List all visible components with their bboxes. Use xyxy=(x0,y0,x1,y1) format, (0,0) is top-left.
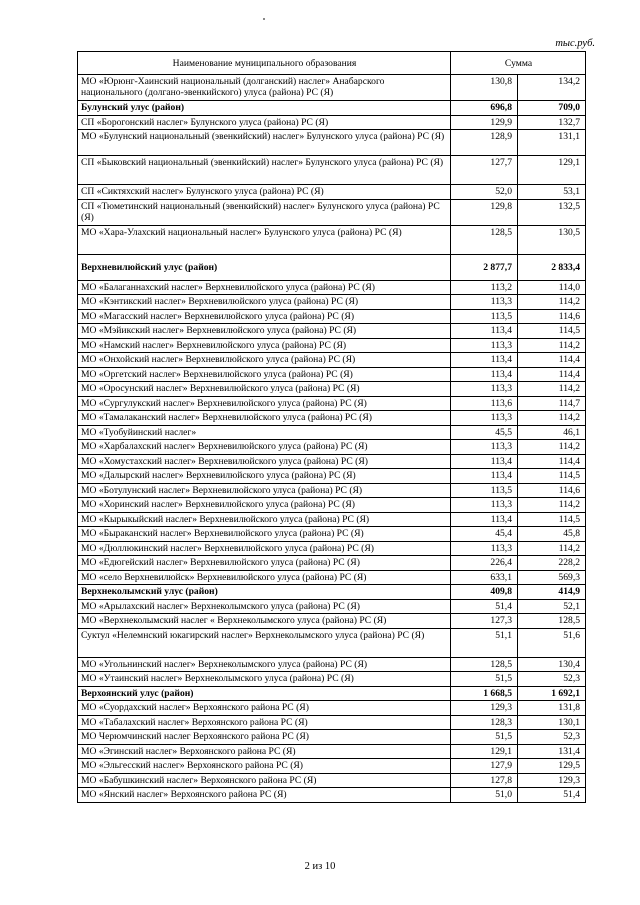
row-name-cell: МО «Булунский национальный (эвенкийский) наслег» Булунского улуса (района) РС (Я) xyxy=(78,130,451,156)
row-name-cell: МО «Намский наслег» Верхневилюйского улуса (района) РС (Я) xyxy=(78,338,451,353)
row-value-1-cell: 113,4 xyxy=(451,469,518,484)
row-name-cell: МО «Едюгейский наслег» Верхневилюйского улуса (района) РС (Я) xyxy=(78,556,451,571)
row-value-1-cell: 51,1 xyxy=(451,628,518,657)
row-value-2-cell: 132,5 xyxy=(518,199,586,225)
row-name-cell: МО «Сургулукский наслег» Верхневилюйского улуса (района) РС (Я) xyxy=(78,396,451,411)
table-row xyxy=(78,411,586,426)
table-row xyxy=(78,483,586,498)
row-value-1-cell: 130,8 xyxy=(451,75,518,101)
row-name-cell: МО «Дюллюкинский наслег» Верхневилюйского улуса (района) РС (Я) xyxy=(78,541,451,556)
row-value-1-cell: 1 668,5 xyxy=(451,686,518,701)
row-name-cell: МО Черюмчинский наслег Верхоянского района РС (Я) xyxy=(78,730,451,745)
row-name-cell: Булунский улус (район) xyxy=(78,101,451,116)
district-total-row xyxy=(78,101,586,116)
table-row xyxy=(78,657,586,672)
table-row xyxy=(78,295,586,310)
row-name-cell: МО «Балаганнахский наслег» Верхневилюйского улуса (района) РС (Я) xyxy=(78,280,451,295)
row-name-cell: МО «Харбалахский наслег» Верхневилюйского улуса (района) РС (Я) xyxy=(78,440,451,455)
row-value-1-cell: 2 877,7 xyxy=(451,254,518,280)
row-value-2-cell: 114,0 xyxy=(518,280,586,295)
table-header-row xyxy=(78,52,586,75)
row-value-2-cell: 114,7 xyxy=(518,396,586,411)
table-row xyxy=(78,527,586,542)
row-name-cell: СП «Быковский национальный (эвенкийский) наслег» Булунского улуса (района) РС (Я) xyxy=(78,156,451,185)
row-name-cell: МО «Юрюнг-Хаинский национальный (долганский) наслег» Анабарского национального (долгано-эвенкийского) улуса (района) РС (Я) xyxy=(78,75,451,101)
table-row xyxy=(78,185,586,200)
table-row xyxy=(78,425,586,440)
row-name-cell: МО «Табалахский наслег» Верхоянского района РС (Я) xyxy=(78,715,451,730)
row-value-2-cell: 134,2 xyxy=(518,75,586,101)
row-value-2-cell: 709,0 xyxy=(518,101,586,116)
table-row xyxy=(78,498,586,513)
row-name-cell: МО «Хомустахский наслег» Верхневилюйского улуса (района) РС (Я) xyxy=(78,454,451,469)
row-value-1-cell: 51,5 xyxy=(451,672,518,687)
row-name-cell: МО «Кырыкыйский наслег» Верхневилюйского улуса (района) РС (Я) xyxy=(78,512,451,527)
row-value-2-cell: 114,6 xyxy=(518,483,586,498)
row-value-2-cell: 129,3 xyxy=(518,773,586,788)
row-value-2-cell: 114,4 xyxy=(518,454,586,469)
row-name-cell: МО «Туобуйинский наслег» xyxy=(78,425,451,440)
table-row xyxy=(78,773,586,788)
row-value-1-cell: 51,4 xyxy=(451,599,518,614)
row-name-cell: МО «Утаинский наслег» Верхнеколымского улуса (района) РС (Я) xyxy=(78,672,451,687)
row-value-2-cell: 46,1 xyxy=(518,425,586,440)
table-row xyxy=(78,454,586,469)
row-name-cell: Верхневилюйский улус (район) xyxy=(78,254,451,280)
row-value-1-cell: 128,5 xyxy=(451,225,518,254)
row-value-1-cell: 113,6 xyxy=(451,396,518,411)
row-name-cell: МО «Хара-Улахский национальный наслег» Булунского улуса (района) РС (Я) xyxy=(78,225,451,254)
row-value-2-cell: 114,2 xyxy=(518,411,586,426)
units-label: тыс.руб. xyxy=(555,38,595,49)
table-row xyxy=(78,614,586,629)
table-row xyxy=(78,75,586,101)
row-name-cell: МО «Мэйикский наслег» Верхневилюйского улуса (района) РС (Я) xyxy=(78,324,451,339)
row-value-2-cell: 131,8 xyxy=(518,701,586,716)
row-value-1-cell: 127,3 xyxy=(451,614,518,629)
row-value-2-cell: 2 833,4 xyxy=(518,254,586,280)
header-sum-cell: Сумма xyxy=(451,52,586,75)
page-number: 2 из 10 xyxy=(304,861,336,872)
row-value-1-cell: 113,3 xyxy=(451,411,518,426)
table-row xyxy=(78,715,586,730)
row-value-1-cell: 113,4 xyxy=(451,324,518,339)
row-value-2-cell: 128,5 xyxy=(518,614,586,629)
row-value-1-cell: 127,8 xyxy=(451,773,518,788)
row-name-cell: Верхнеколымский улус (район) xyxy=(78,585,451,600)
row-value-1-cell: 113,4 xyxy=(451,353,518,368)
row-value-1-cell: 52,0 xyxy=(451,185,518,200)
row-value-2-cell: 114,5 xyxy=(518,469,586,484)
row-value-2-cell: 114,5 xyxy=(518,512,586,527)
row-name-cell: СП «Тюметинский национальный (эвенкийский) наслег» Булунского улуса (района) РС (Я) xyxy=(78,199,451,225)
row-name-cell: МО «Далырский наслег» Верхневилюйского улуса (района) РС (Я) xyxy=(78,469,451,484)
row-value-1-cell: 129,9 xyxy=(451,115,518,130)
row-value-2-cell: 131,4 xyxy=(518,744,586,759)
row-value-2-cell: 45,8 xyxy=(518,527,586,542)
table-row xyxy=(78,309,586,324)
row-value-2-cell: 51,4 xyxy=(518,788,586,803)
row-value-1-cell: 409,8 xyxy=(451,585,518,600)
row-name-cell: Верхоянский улус (район) xyxy=(78,686,451,701)
table-row xyxy=(78,338,586,353)
table-row xyxy=(78,367,586,382)
table-row xyxy=(78,199,586,225)
scan-speck xyxy=(263,18,265,20)
table-row xyxy=(78,469,586,484)
table-row xyxy=(78,440,586,455)
table-row xyxy=(78,353,586,368)
row-value-1-cell: 633,1 xyxy=(451,570,518,585)
row-value-1-cell: 226,4 xyxy=(451,556,518,571)
table-row xyxy=(78,382,586,397)
table-row xyxy=(78,130,586,156)
row-value-1-cell: 113,4 xyxy=(451,454,518,469)
table-body xyxy=(78,75,586,803)
header-name-cell: Наименование муниципального образования xyxy=(78,52,451,75)
row-value-2-cell: 51,6 xyxy=(518,628,586,657)
table-row xyxy=(78,744,586,759)
row-value-1-cell: 129,3 xyxy=(451,701,518,716)
table-row xyxy=(78,115,586,130)
row-value-1-cell: 696,8 xyxy=(451,101,518,116)
row-name-cell: МО «Эльгесский наслег» Верхоянского района РС (Я) xyxy=(78,759,451,774)
row-value-2-cell: 569,3 xyxy=(518,570,586,585)
row-value-2-cell: 114,2 xyxy=(518,338,586,353)
row-value-1-cell: 113,4 xyxy=(451,367,518,382)
row-name-cell: МО «Арылахский наслег» Верхнеколымского улуса (района) РС (Я) xyxy=(78,599,451,614)
row-name-cell: СП «Сиктяхский наслег» Булунского улуса (района) РС (Я) xyxy=(78,185,451,200)
row-value-1-cell: 127,9 xyxy=(451,759,518,774)
table-row xyxy=(78,599,586,614)
row-value-2-cell: 130,5 xyxy=(518,225,586,254)
row-name-cell: МО «Бабушкинский наслег» Верхоянского района РС (Я) xyxy=(78,773,451,788)
row-value-1-cell: 51,5 xyxy=(451,730,518,745)
row-value-1-cell: 45,5 xyxy=(451,425,518,440)
row-name-cell: МО «Кэнтикский наслег» Верхневилюйского улуса (района) РС (Я) xyxy=(78,295,451,310)
row-value-2-cell: 114,5 xyxy=(518,324,586,339)
table-row xyxy=(78,701,586,716)
row-name-cell: МО «Оросунский наслег» Верхневилюйского улуса (района) РС (Я) xyxy=(78,382,451,397)
table-row xyxy=(78,225,586,254)
row-name-cell: МО «Эгинский наслег» Верхоянского района РС (Я) xyxy=(78,744,451,759)
row-value-1-cell: 127,7 xyxy=(451,156,518,185)
table-row xyxy=(78,570,586,585)
row-value-1-cell: 113,3 xyxy=(451,440,518,455)
district-total-row xyxy=(78,686,586,701)
row-value-2-cell: 52,1 xyxy=(518,599,586,614)
budget-table xyxy=(77,51,586,803)
table-row xyxy=(78,512,586,527)
district-total-row xyxy=(78,254,586,280)
row-value-2-cell: 114,2 xyxy=(518,382,586,397)
row-name-cell: МО «Верхнеколымский наслег « Верхнеколымского улуса (района) РС (Я) xyxy=(78,614,451,629)
row-value-2-cell: 228,2 xyxy=(518,556,586,571)
row-value-1-cell: 129,1 xyxy=(451,744,518,759)
table-row xyxy=(78,156,586,185)
row-value-1-cell: 113,2 xyxy=(451,280,518,295)
row-name-cell: МО «Тамалаканский наслег» Верхневилюйского улуса (района) РС (Я) xyxy=(78,411,451,426)
row-value-1-cell: 113,5 xyxy=(451,483,518,498)
row-value-1-cell: 129,8 xyxy=(451,199,518,225)
row-value-2-cell: 414,9 xyxy=(518,585,586,600)
row-value-2-cell: 52,3 xyxy=(518,672,586,687)
row-value-2-cell: 52,3 xyxy=(518,730,586,745)
row-value-2-cell: 114,2 xyxy=(518,295,586,310)
table-row xyxy=(78,730,586,745)
row-value-2-cell: 114,6 xyxy=(518,309,586,324)
row-value-1-cell: 45,4 xyxy=(451,527,518,542)
row-name-cell: МО «Угольнинский наслег» Верхнеколымского улуса (района) РС (Я) xyxy=(78,657,451,672)
row-name-cell: МО «Ботулунский наслег» Верхневилюйского улуса (района) РС (Я) xyxy=(78,483,451,498)
row-name-cell: СП «Борогонский наслег» Булунского улуса (района) РС (Я) xyxy=(78,115,451,130)
table-row xyxy=(78,788,586,803)
row-value-1-cell: 113,3 xyxy=(451,295,518,310)
row-value-2-cell: 132,7 xyxy=(518,115,586,130)
row-value-2-cell: 130,4 xyxy=(518,657,586,672)
row-name-cell: МО «Быраканский наслег» Верхневилюйского улуса (района) РС (Я) xyxy=(78,527,451,542)
table-row xyxy=(78,759,586,774)
row-value-1-cell: 113,4 xyxy=(451,512,518,527)
row-value-2-cell: 1 692,1 xyxy=(518,686,586,701)
row-value-1-cell: 128,3 xyxy=(451,715,518,730)
table-row xyxy=(78,672,586,687)
row-value-2-cell: 129,5 xyxy=(518,759,586,774)
row-value-2-cell: 114,2 xyxy=(518,440,586,455)
row-name-cell: МО «Онхойский наслег» Верхневилюйского улуса (района) РС (Я) xyxy=(78,353,451,368)
row-value-2-cell: 131,1 xyxy=(518,130,586,156)
row-value-2-cell: 114,2 xyxy=(518,498,586,513)
table-row xyxy=(78,628,586,657)
row-value-1-cell: 113,5 xyxy=(451,309,518,324)
row-name-cell: МО «Хоринский наслег» Верхневилюйского улуса (района) РС (Я) xyxy=(78,498,451,513)
row-name-cell: МО «Оргетский наслег» Верхневилюйского улуса (района) РС (Я) xyxy=(78,367,451,382)
row-value-1-cell: 128,9 xyxy=(451,130,518,156)
row-value-2-cell: 129,1 xyxy=(518,156,586,185)
row-value-2-cell: 130,1 xyxy=(518,715,586,730)
row-name-cell: МО «село Верхневилюйск» Верхневилюйского улуса (района) РС (Я) xyxy=(78,570,451,585)
row-value-2-cell: 53,1 xyxy=(518,185,586,200)
row-name-cell: МО «Янский наслег» Верхоянского района РС (Я) xyxy=(78,788,451,803)
table-row xyxy=(78,324,586,339)
row-name-cell: МО «Магасский наслег» Верхневилюйского улуса (района) РС (Я) xyxy=(78,309,451,324)
table-row xyxy=(78,541,586,556)
row-name-cell: Суктул «Нелемнский юкагирский наслег» Верхнеколымского улуса (района) РС (Я) xyxy=(78,628,451,657)
row-value-2-cell: 114,4 xyxy=(518,353,586,368)
row-value-1-cell: 113,3 xyxy=(451,498,518,513)
row-value-1-cell: 113,3 xyxy=(451,338,518,353)
table-row xyxy=(78,280,586,295)
row-value-1-cell: 128,5 xyxy=(451,657,518,672)
row-value-2-cell: 114,4 xyxy=(518,367,586,382)
row-value-1-cell: 51,0 xyxy=(451,788,518,803)
row-value-1-cell: 113,3 xyxy=(451,541,518,556)
row-name-cell: МО «Суордахский наслег» Верхоянского района РС (Я) xyxy=(78,701,451,716)
row-value-1-cell: 113,3 xyxy=(451,382,518,397)
table-row xyxy=(78,556,586,571)
row-value-2-cell: 114,2 xyxy=(518,541,586,556)
table-row xyxy=(78,396,586,411)
district-total-row xyxy=(78,585,586,600)
